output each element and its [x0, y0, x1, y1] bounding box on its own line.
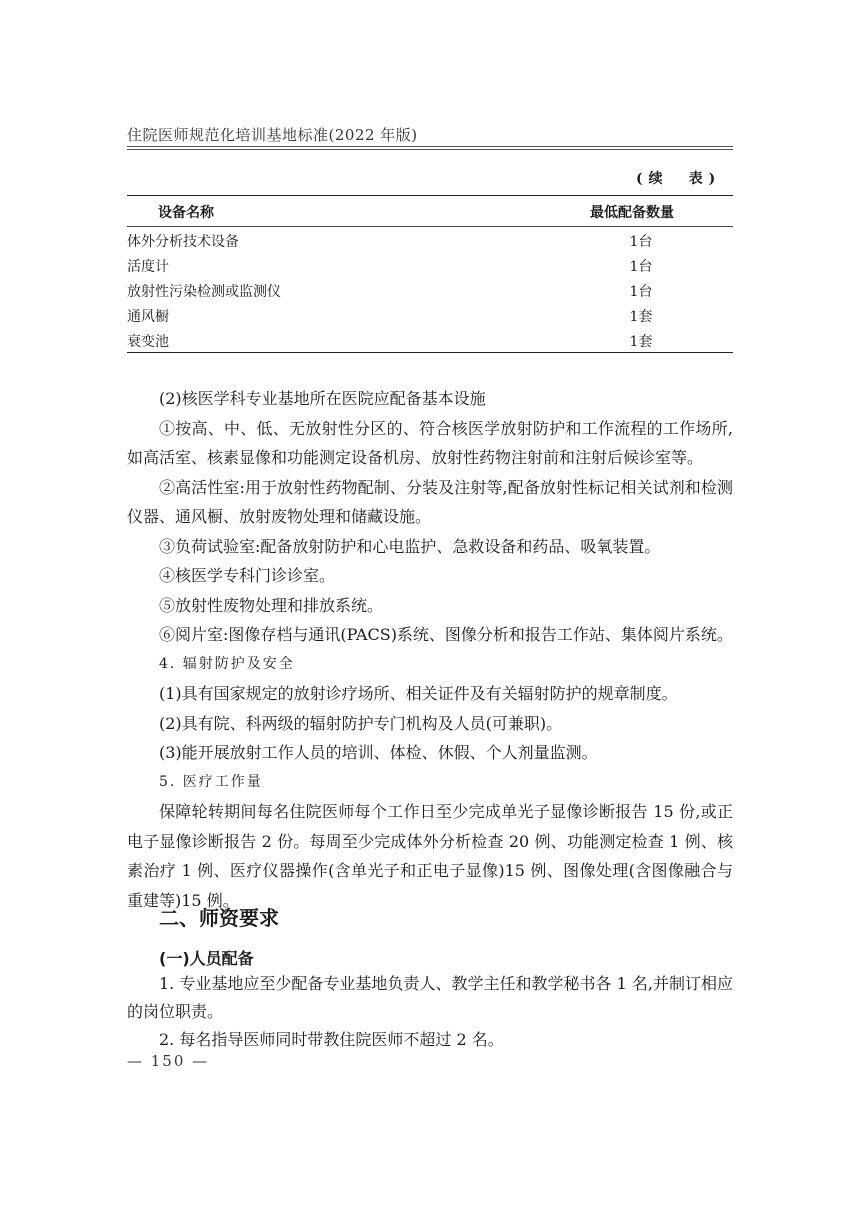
paragraph: (1)具有国家规定的放射诊疗场所、相关证件及有关辐射防护的规章制度。 — [159, 684, 678, 703]
table-top-rule — [127, 195, 733, 196]
table-continued-label: (续 表) — [636, 171, 722, 187]
subsection-heading: (一)人员配备 — [159, 949, 254, 968]
header-rule — [127, 146, 733, 147]
page-number: — 150 — — [127, 1052, 210, 1070]
table-row — [127, 279, 733, 304]
table-row — [127, 229, 733, 254]
equipment-name: 放射性污染检测或监测仪 — [127, 284, 281, 300]
equipment-name: 体外分析技术设备 — [127, 234, 239, 250]
paragraph: 1. 专业基地应至少配备专业基地负责人、教学主任和教学秘书各 1 名,并制订相应的岗位职责。 — [127, 974, 733, 1021]
paragraph: ②高活性室:用于放射性药物配制、分装及注射等,配备放射性标记相关试剂和检测仪器、通风橱、放射废物处理和储藏设施。 — [127, 477, 733, 526]
table-row — [127, 329, 733, 354]
equipment-quantity: 1台 — [629, 234, 653, 250]
table-bottom-rule — [127, 352, 733, 353]
equipment-name: 活度计 — [127, 259, 169, 275]
table-header-rule — [127, 226, 733, 227]
equipment-quantity: 1套 — [629, 309, 653, 325]
section-heading: 二、师资要求 — [159, 906, 279, 930]
subheading-radiation-safety: 4. 辐射防护及安全 — [159, 655, 295, 672]
paragraph: ①按高、中、低、无放射性分区的、符合核医学放射防护和工作流程的工作场所,如高活室、核素显像和功能测定设备机房、放射性药物注射前和注射后候诊室等。 — [127, 418, 733, 467]
paragraph: (2)具有院、科两级的辐射防护专门机构及人员(可兼职)。 — [159, 713, 563, 733]
equipment-name: 衰变池 — [127, 334, 169, 350]
paragraph: ④核医学专科门诊诊室。 — [159, 566, 336, 585]
paragraph: ③负荷试验室:配备放射防护和心电监护、急救设备和药品、吸氧装置。 — [159, 536, 661, 556]
body-text-2 — [127, 970, 733, 1054]
header-rule-double — [127, 149, 733, 150]
table-row — [127, 304, 733, 329]
equipment-quantity: 1套 — [629, 334, 653, 350]
running-header: 住院医师规范化培训基地标准(2022 年版) — [127, 126, 418, 144]
column-header-equipment: 设备名称 — [158, 205, 214, 221]
table-row — [127, 254, 733, 279]
column-header-quantity: 最低配备数量 — [590, 205, 674, 221]
paragraph: ⑤放射性废物处理和排放系统。 — [159, 595, 384, 615]
equipment-quantity: 1台 — [629, 259, 653, 275]
paragraph: 保障轮转期间每名住院医师每个工作日至少完成单光子显像诊断报告 15 份,或正电子显像诊断报告 2 份。每周至少完成体外分析检查 20 例、功能测定检查 1 例、核素治疗 1 例、医疗仪器操作(含单光子和正电子显像)15 例、图像处理(含图像融合与重建等)15 例。 — [127, 802, 733, 910]
paragraph: (2)核医学科专业基地所在医院应配备基本设施 — [159, 389, 486, 408]
paragraph: (3)能开展放射工作人员的培训、体检、休假、个人剂量监测。 — [159, 743, 598, 762]
equipment-name: 通风橱 — [127, 309, 169, 325]
body-text — [127, 384, 733, 915]
subheading-workload: 5. 医疗工作量 — [159, 773, 263, 790]
paragraph: ⑥阅片室:图像存档与通讯(PACS)系统、图像分析和报告工作站、集体阅片系统。 — [159, 625, 733, 644]
paragraph: 2. 每名指导医师同时带教住院医师不超过 2 名。 — [159, 1030, 504, 1049]
equipment-quantity: 1台 — [629, 284, 653, 300]
